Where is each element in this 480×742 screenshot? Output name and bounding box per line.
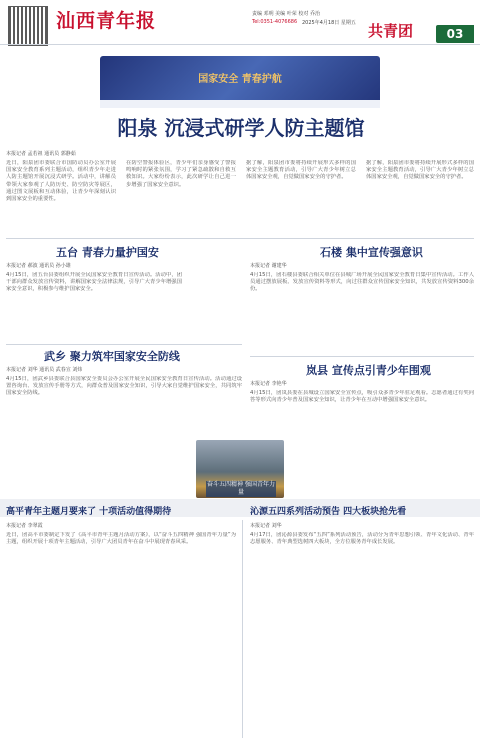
wutai-headline: 五台 青春力量护国安 [56, 246, 159, 259]
date-line: 2025年4月18日 星期五 [302, 20, 356, 26]
wutai-text: 4月15日，团五台县委组织开展全民国家安全教育日宣传活动。活动中，团干部向群众发放宣传资料，讲解国家安全法律法规，引导广大青少年增强国家安全意识，积极参与维护国家安全。 [6, 272, 182, 293]
shiyou-text: 4月15日，团石楼县委联合相关单位在县城广场开展全民国家安全教育日集中宣传活动。工作人员通过摆放展板、发放宣传资料等形式，向过往群众宣传国家安全知识，共发放宣传资料300余份。 [250, 272, 474, 293]
theme-banner [100, 56, 380, 106]
wuxiang-headline: 武乡 聚力筑牢国家安全防线 [44, 350, 180, 363]
main-headline: 阳泉 沉浸式研学人防主题馆 [117, 116, 365, 140]
qr-code-icon[interactable] [8, 6, 48, 46]
qinyuan-text: 4月17日，团沁源县委发布“五四”系列活动预告，活动分为青年思想引领、青年文化活动、青年志愿服务、青年典型选树四大板块，全方位服务青年成长发展。 [250, 532, 474, 546]
editor-info: 责编 邓明 美编 叶荣 校对 乔治 [252, 11, 320, 17]
tel-line: Tel:0351-4076686 [252, 19, 298, 25]
gaoping-headline: 高平青年主题月要来了 十项活动值得期待 [6, 507, 172, 517]
wuxiang-text: 4月15日，团武乡县委联合县国家安全委员会办公室开展全民国家安全教育日宣传活动。活动通过设置咨询台、发放宣传手册等方式，向群众普及国家安全知识，引导大家自觉维护国家安全，共同筑牢国家安全防线。 [6, 376, 242, 397]
main-col-3: 据了解，阳泉团市委将持续开展形式多样的国家安全主题教育活动，引导广大青少年树立总体国家安全观，自觉做国家安全的守护者。 [246, 160, 356, 181]
main-byline: 本报记者 孟若祖 通讯员 郭静茹 [6, 151, 76, 157]
gaoping-text: 近日，团高平市委制定下发了《高平市青年主题月活动方案》，以“奋斗五四精神 强国青年力量”为主题，组织开展十项青年主题活动，引导广大团员青年在奋斗中展现青春风采。 [6, 532, 236, 546]
section-name: 共青团 [368, 22, 414, 40]
lanxian-headline: 岚县 宣传点引青少年围观 [306, 364, 431, 377]
main-col-2: 在防空警报体验区，青少年们亲身感受了警报鸣响时的紧张氛围，学习了紧急疏散和自救互救知识。大家纷纷表示，此次研学让自己进一步增强了国家安全意识。 [126, 160, 236, 188]
wuxiang-byline: 本报记者 刘华 通讯员 武春宣 刘炜 [6, 367, 83, 373]
newspaper-logo: 汕西青年报 [56, 10, 157, 32]
wutai-byline: 本报记者 郝波 通讯员 孙小雄 [6, 263, 71, 269]
shiyou-headline: 石楼 集中宣传强意识 [320, 246, 423, 259]
shiyou-byline: 本报记者 谢建华 [250, 263, 287, 269]
photo-caption: 奋斗五四精神 强国青年力量 [207, 481, 275, 496]
masthead [0, 0, 480, 46]
qinyuan-headline: 沁源五四系列活动预告 四大板块抢先看 [250, 507, 407, 517]
gaoping-byline: 本报记者 李翠霞 [6, 523, 43, 529]
banner-title: 国家安全 青春护航 [198, 74, 282, 85]
qinyuan-byline: 本报记者 刘华 [250, 523, 282, 529]
main-col-4: 据了解，阳泉团市委将持续开展形式多样的国家安全主题教育活动，引导广大青少年树立总体国家安全观，自觉做国家安全的守护者。 [366, 160, 474, 181]
lanxian-text: 4月15日，团岚县委在县城设立国家安全宣传点，吸引众多青少年驻足观看。志愿者通过有奖问答等形式向青少年普及国家安全知识，让青少年在互动中增强国家安全意识。 [250, 390, 474, 404]
banner-underlay [100, 100, 380, 108]
page-number: 03 [436, 25, 474, 43]
main-col-1: 近日，阳泉团市委联合市国防动员办公室开展国家安全教育系列主题活动，组织青少年走进人防主题馆开展沉浸式研学。活动中，讲解员带领大家参观了人防历史、防空防灾等展区，通过图文展板和互动体验，让青少年深刻认识到国家安全的重要性。 [6, 160, 116, 203]
lanxian-byline: 本报记者 李艳华 [250, 381, 287, 387]
